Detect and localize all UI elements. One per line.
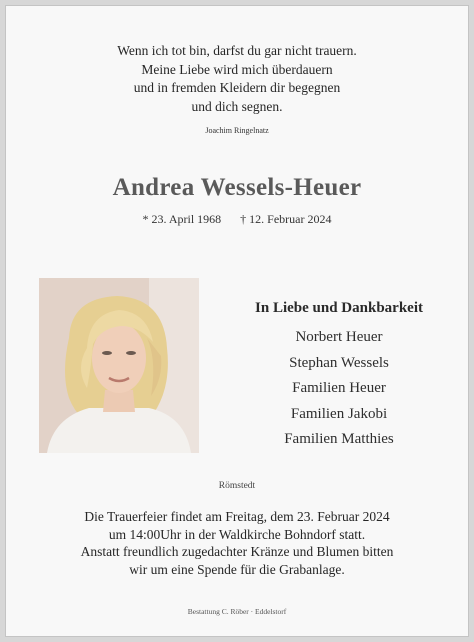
- poem-author: Joachim Ringelnatz: [205, 126, 269, 135]
- undertaker-credit: Bestattung C. Röber · Eddelstorf: [187, 607, 287, 616]
- deceased-name: Andrea Wessels-Heuer: [112, 174, 362, 201]
- mourner-name: Familien Jakobi: [290, 405, 388, 422]
- poem-line: Meine Liebe wird mich überdauern: [141, 61, 333, 77]
- mourner-name: Familien Heuer: [292, 380, 386, 396]
- service-line: wir um eine Spende für die Grabanlage.: [129, 561, 345, 577]
- funeral-service-info: [6, 508, 468, 578]
- service-line: Anstatt freundlich zugedachter Kränze und Blumen bitten: [80, 544, 394, 559]
- poem: [6, 42, 468, 116]
- mourner-name: Stephan Wessels: [289, 354, 389, 371]
- life-dates: [6, 212, 468, 227]
- mourners: [239, 300, 439, 453]
- poem-line: und dich segnen.: [191, 98, 283, 114]
- poem-line: und in fremden Kleidern dir begegnen: [133, 80, 341, 95]
- mourners-heading: In Liebe und Dankbarkeit: [255, 300, 423, 316]
- notice-card: [5, 5, 469, 637]
- death-date: † 12. Februar 2024: [240, 212, 332, 226]
- service-line: um 14:00Uhr in der Waldkirche Bohndorf statt.: [108, 526, 366, 542]
- birth-date: * 23. April 1968: [142, 212, 222, 226]
- service-line: Die Trauerfeier findet am Freitag, dem 23. Februar 2024: [84, 509, 390, 524]
- mourner-name: Norbert Heuer: [295, 329, 383, 345]
- mourner-name: Familien Matthies: [284, 431, 394, 447]
- poem-line: Wenn ich tot bin, darfst du gar nicht trauern.: [117, 43, 357, 58]
- portrait-photo: [39, 278, 199, 453]
- place-name: Römstedt: [218, 481, 256, 491]
